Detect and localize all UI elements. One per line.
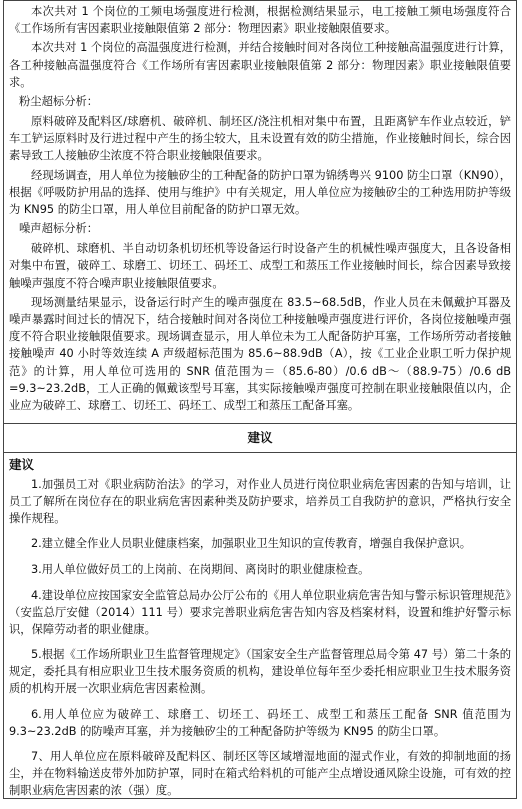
- suggestions-heading: 建议: [9, 457, 35, 472]
- suggestion-item: 2.建立健全作业人员职业健康档案，加强职业卫生知识的宣传教育，增强自我保护意识。: [31, 537, 472, 551]
- suggestion-item: 5.根据《工作场所职业卫生监督管理规定》（国家安全生产监督管理总局令第 47 号）第二十条的规定，委托具有相应职业卫生技术服务资质的机构，建设单位每年至少委托相应职业卫生技术服务资质的机构开展一次职业病危害因素检测。: [9, 648, 511, 695]
- noise-analysis-heading: 噪声超标分析：: [19, 222, 99, 236]
- section-title: 建议: [247, 430, 273, 445]
- noise-analysis-paragraph: 破碎机、球磨机、半自动切条机切坯机等设备运行时设备产生的机械性噪声强度大，且各设备相对集中布置，破碎工、球磨工、切坯工、码坯工、成型工和蒸压工作业接触时间长，综合因素导致接触噪声强度不符合噪声职业接触限值要求。: [9, 242, 511, 290]
- noise-measurement-paragraph: 现场测量结果显示，设备运行时产生的噪声强度在 83.5~68.5dB，作业人员在未佩戴护耳器及噪声暴露时间过长的情况下，结合接触时间对各岗位工种接触噪声强度进行评价，各岗位接触噪声强度不符合职业接触限值要求。现场调查显示，用人单位未为工人配备防护耳塞，工作场所劳动者接触接触噪声 40 小时等效连续 A 声级超标范围为 85.6~88.9dB（A），按《工业企业职工听力保护规范》的计算，用人单位可选用的 SNR 值范围为＝（85.6-80）/0.6 dB～（88.9-75）/0.6 dB =9.3~23.2dB，工人正确的佩戴该型号耳塞，其实际接触噪声强度可控制在职业接触限值以内，企业应为破碎工、球磨工、切坯工、码坯工、成型工和蒸压工配备耳塞。: [9, 295, 511, 413]
- dust-analysis-heading: 粉尘超标分析：: [19, 95, 99, 109]
- suggestion-item: 3.用人单位做好员工的上岗前、在岗期间、离岗时的职业健康检查。: [31, 563, 370, 577]
- section-title-band: [4, 423, 516, 453]
- document-table: [3, 0, 517, 799]
- high-temperature-paragraph: 本次共对 1 个岗位的高温强度进行检测，并结合接触时间对各岗位工种接触高温强度进行计算，各工种接触高温强度符合《工作场所有害因素职业接触限值第 2 部分：物理因素》职业接触限值要求。: [9, 41, 511, 89]
- suggestion-item: 6.用人单位应为破碎工、球磨工、切坯工、码坯工、成型工和蒸压工配备 SNR 值范围为 9.3~23.2dB 的防噪声耳塞，并为接触矽尘的工种配备防护等级为 KN95 的防尘口罩。: [9, 707, 511, 738]
- suggestion-item: 4.建设单位应按国家安全监管总局办公厅公布的《用人单位职业病危害告知与警示标识管理规范》（安监总厅安健（2014）111 号）要求完善职业病危害告知内容及档案材料，设置和维护好警示标识，保障劳动者的职业健康。: [9, 588, 511, 636]
- suggestions-section: [4, 453, 516, 809]
- power-frequency-paragraph: 本次共对 1 个岗位的工频电场强度进行检测，根据检测结果显示，电工接触工频电场强度符合《工作场所有害因素职业接触限值第 2 部分：物理因素》职业接触限值要求。: [9, 5, 511, 36]
- suggestion-item: 1.加强员工对《职业病防治法》的学习，对作业人员进行岗位职业病危害因素的告知与培训，让员工了解所在岗位存在的职业病危害因素种类及防护要求，培养员工自我防护的意识，严格执行安全操作规程。: [9, 478, 511, 525]
- mask-investigation-paragraph: 经现场调查，用人单位为接触矽尘的工种配备的防护口罩为锦绣粤兴 9100 防尘口罩（KN90），根据《呼吸防护用品的选择、使用与维护》中有关规定，用人单位应为接触矽尘的工种选用防护等级为 KN95 的防尘口罩，用人单位目前配备的防护口罩无效。: [9, 168, 511, 217]
- suggestion-item: 7、用人单位应在原料破碎及配料区、制坯区等区域增湿地面的湿式作业，有效的抑制地面的扬尘，并在物料输送皮带外加防护罩，同时在箱式给料机的可能产尘点增设通风除尘设施，可有效的控制职业病危害因素的浓（强）度。: [9, 750, 511, 797]
- dust-analysis-paragraph: 原料破碎及配料区/球磨机、破碎机、制坯区/浇注机相对集中布置，且距离铲车作业点较近，铲车工铲运原料时及行进过程中产生的扬尘较大，且未设置有效的防尘措施，作业接触时间长，综合因素导致工人接触矽尘浓度不符合职业接触限值要求。: [9, 115, 511, 163]
- analysis-section: [4, 1, 516, 423]
